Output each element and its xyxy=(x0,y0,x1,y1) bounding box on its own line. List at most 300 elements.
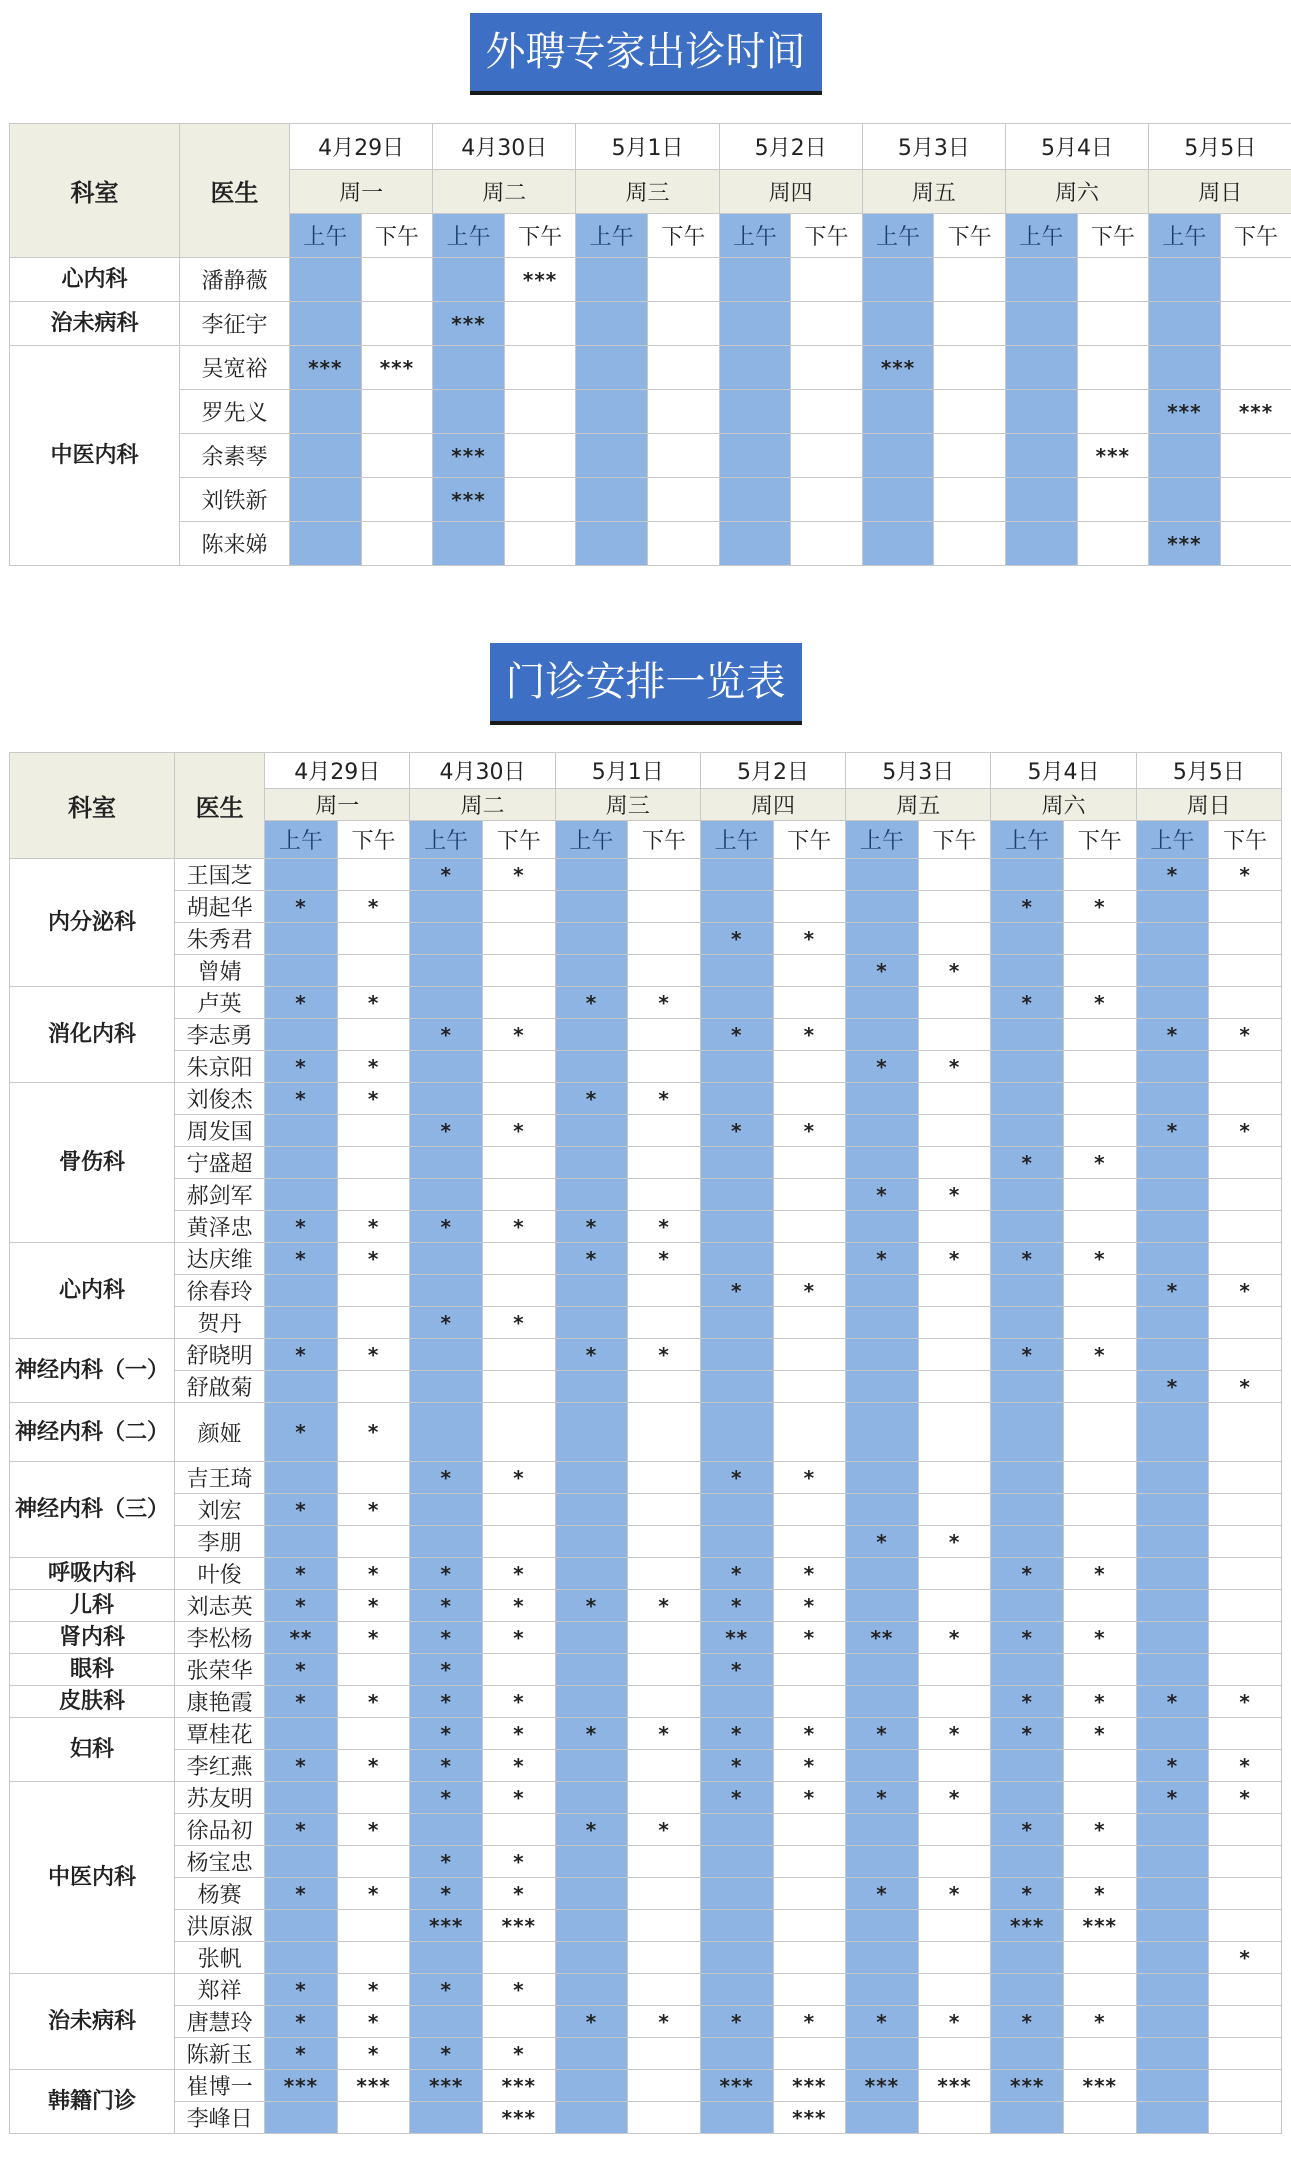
schedule-mark: * xyxy=(628,1339,701,1371)
schedule-mark xyxy=(1064,923,1137,955)
schedule-mark xyxy=(265,1019,338,1051)
date-header: 5月2日 xyxy=(700,753,845,789)
schedule-mark xyxy=(1136,1654,1209,1686)
schedule-mark xyxy=(1064,1494,1137,1526)
schedule-mark xyxy=(773,1814,846,1846)
schedule-mark xyxy=(337,1371,410,1403)
schedule-mark xyxy=(846,1115,919,1147)
schedule-mark xyxy=(628,1275,701,1307)
schedule-mark xyxy=(1149,434,1221,478)
table-row xyxy=(10,1974,1282,2006)
schedule-mark xyxy=(846,987,919,1019)
schedule-mark xyxy=(1209,1243,1282,1275)
schedule-mark xyxy=(628,1654,701,1686)
schedule-mark: * xyxy=(773,1275,846,1307)
table-row xyxy=(10,1307,1282,1339)
schedule-mark xyxy=(628,1115,701,1147)
date-header: 4月30日 xyxy=(433,124,576,170)
schedule-mark xyxy=(1209,1307,1282,1339)
table-row xyxy=(10,2006,1282,2038)
schedule-mark xyxy=(1220,302,1291,346)
schedule-mark xyxy=(1149,346,1221,390)
schedule-mark: * xyxy=(337,2038,410,2070)
schedule-mark xyxy=(410,1083,483,1115)
schedule-mark: * xyxy=(991,1718,1064,1750)
doctor-name: 胡起华 xyxy=(175,891,265,923)
schedule-mark: * xyxy=(483,1846,556,1878)
schedule-mark: * xyxy=(846,1179,919,1211)
schedule-mark xyxy=(555,1494,628,1526)
schedule-mark xyxy=(1136,1083,1209,1115)
schedule-mark xyxy=(1136,1558,1209,1590)
schedule-mark xyxy=(628,1403,701,1462)
schedule-mark xyxy=(846,923,919,955)
schedule-mark xyxy=(700,1910,773,1942)
table-row xyxy=(10,2102,1282,2134)
schedule-mark: * xyxy=(337,891,410,923)
schedule-mark: * xyxy=(555,1243,628,1275)
schedule-mark xyxy=(483,1526,556,1558)
schedule-mark xyxy=(1209,1339,1282,1371)
schedule-mark xyxy=(918,1115,991,1147)
weekday-header: 周二 xyxy=(433,170,576,214)
doctor-name: 叶俊 xyxy=(175,1558,265,1590)
department-cell: 治未病科 xyxy=(10,302,180,346)
schedule-mark xyxy=(1064,859,1137,891)
schedule-mark xyxy=(265,1275,338,1307)
doctor-name: 刘俊杰 xyxy=(175,1083,265,1115)
schedule-mark xyxy=(918,923,991,955)
schedule-mark: * xyxy=(483,1974,556,2006)
schedule-mark: * xyxy=(628,987,701,1019)
doctor-name: 卢英 xyxy=(175,987,265,1019)
schedule-mark xyxy=(700,987,773,1019)
date-header: 5月1日 xyxy=(576,124,719,170)
schedule-mark: * xyxy=(918,2006,991,2038)
schedule-mark: * xyxy=(337,1243,410,1275)
schedule-mark: * xyxy=(846,1782,919,1814)
table-row xyxy=(10,1083,1282,1115)
table-row xyxy=(10,955,1282,987)
schedule-mark: * xyxy=(410,1974,483,2006)
schedule-mark xyxy=(846,1910,919,1942)
doctor-name: 陈来娣 xyxy=(180,522,290,566)
date-header: 4月29日 xyxy=(290,124,433,170)
schedule-mark xyxy=(1064,1942,1137,1974)
schedule-mark xyxy=(719,346,791,390)
schedule-mark xyxy=(1136,923,1209,955)
pm-header: 下午 xyxy=(504,214,576,258)
schedule-mark: *** xyxy=(504,258,576,302)
schedule-mark: *** xyxy=(991,1910,1064,1942)
schedule-mark xyxy=(918,1942,991,1974)
schedule-mark xyxy=(483,955,556,987)
schedule-mark xyxy=(576,434,648,478)
schedule-mark: * xyxy=(265,987,338,1019)
table-row xyxy=(10,1718,1282,1750)
schedule-mark xyxy=(483,1147,556,1179)
schedule-mark xyxy=(483,987,556,1019)
schedule-mark xyxy=(700,1211,773,1243)
schedule-mark xyxy=(337,1654,410,1686)
schedule-mark: * xyxy=(410,859,483,891)
schedule-mark xyxy=(700,955,773,987)
schedule-mark xyxy=(1209,1526,1282,1558)
schedule-mark xyxy=(991,1083,1064,1115)
schedule-mark: * xyxy=(410,1558,483,1590)
table-row xyxy=(10,1686,1282,1718)
schedule-mark xyxy=(337,1462,410,1494)
table-row xyxy=(10,1590,1282,1622)
schedule-mark xyxy=(1220,258,1291,302)
schedule-mark xyxy=(483,1403,556,1462)
schedule-mark xyxy=(846,1654,919,1686)
schedule-mark xyxy=(846,1974,919,2006)
doctor-name: 贺丹 xyxy=(175,1307,265,1339)
schedule-mark xyxy=(410,1147,483,1179)
schedule-mark: * xyxy=(1136,1371,1209,1403)
schedule-mark xyxy=(1136,1462,1209,1494)
schedule-mark xyxy=(1077,346,1149,390)
schedule-mark xyxy=(628,891,701,923)
schedule-mark: * xyxy=(265,1051,338,1083)
schedule-mark xyxy=(1136,1307,1209,1339)
department-cell: 肾内科 xyxy=(10,1622,175,1654)
schedule-mark xyxy=(700,1179,773,1211)
schedule-mark: * xyxy=(1064,1814,1137,1846)
schedule-mark xyxy=(361,302,433,346)
schedule-mark xyxy=(1209,923,1282,955)
doctor-name: 吴宽裕 xyxy=(180,346,290,390)
schedule-mark: * xyxy=(700,1115,773,1147)
schedule-mark xyxy=(991,1211,1064,1243)
department-cell: 儿科 xyxy=(10,1590,175,1622)
dept-header: 科室 xyxy=(10,753,175,859)
schedule-mark: * xyxy=(337,1339,410,1371)
schedule-mark xyxy=(719,522,791,566)
schedule-mark xyxy=(1136,1718,1209,1750)
schedule-mark: * xyxy=(337,1974,410,2006)
table-row xyxy=(10,1462,1282,1494)
schedule-mark: * xyxy=(700,1782,773,1814)
schedule-mark: *** xyxy=(991,2070,1064,2102)
schedule-mark xyxy=(337,859,410,891)
schedule-mark xyxy=(773,1083,846,1115)
schedule-mark xyxy=(555,1878,628,1910)
schedule-mark xyxy=(846,1371,919,1403)
schedule-mark: * xyxy=(483,1622,556,1654)
doctor-name: 吉王琦 xyxy=(175,1462,265,1494)
schedule-mark: * xyxy=(1209,1019,1282,1051)
schedule-mark: * xyxy=(337,1558,410,1590)
schedule-mark xyxy=(410,1275,483,1307)
doctor-name: 朱秀君 xyxy=(175,923,265,955)
schedule-mark xyxy=(647,478,719,522)
schedule-mark xyxy=(628,2102,701,2134)
schedule-mark xyxy=(1209,2006,1282,2038)
schedule-mark xyxy=(483,1051,556,1083)
schedule-mark xyxy=(410,1243,483,1275)
table-row xyxy=(10,1211,1282,1243)
department-cell: 中医内科 xyxy=(10,1782,175,1974)
clinic-schedule-table xyxy=(9,752,1282,2134)
schedule-mark: * xyxy=(628,1718,701,1750)
schedule-mark: * xyxy=(628,1243,701,1275)
schedule-mark xyxy=(1077,522,1149,566)
schedule-mark xyxy=(1136,891,1209,923)
schedule-mark: * xyxy=(337,2006,410,2038)
schedule-mark: * xyxy=(555,2006,628,2038)
weekday-header: 周四 xyxy=(700,789,845,821)
schedule-mark xyxy=(918,1750,991,1782)
schedule-mark xyxy=(555,2070,628,2102)
schedule-mark xyxy=(265,1371,338,1403)
date-header: 5月3日 xyxy=(846,753,991,789)
schedule-mark xyxy=(1209,2070,1282,2102)
schedule-mark: * xyxy=(991,2006,1064,2038)
doctor-name: 李红燕 xyxy=(175,1750,265,1782)
schedule-mark: * xyxy=(410,2038,483,2070)
schedule-mark xyxy=(846,1147,919,1179)
schedule-mark xyxy=(1136,1051,1209,1083)
schedule-mark: *** xyxy=(773,2102,846,2134)
schedule-mark xyxy=(1136,1211,1209,1243)
schedule-mark xyxy=(628,1942,701,1974)
schedule-mark xyxy=(1136,1494,1209,1526)
schedule-mark xyxy=(719,478,791,522)
schedule-mark: * xyxy=(555,1339,628,1371)
schedule-mark: * xyxy=(483,2038,556,2070)
schedule-mark xyxy=(265,1179,338,1211)
schedule-mark: * xyxy=(1209,1782,1282,1814)
schedule-mark xyxy=(1005,302,1077,346)
schedule-mark xyxy=(410,987,483,1019)
schedule-mark xyxy=(337,1275,410,1307)
schedule-mark xyxy=(576,390,648,434)
schedule-mark: * xyxy=(265,1083,338,1115)
schedule-mark: * xyxy=(1209,1115,1282,1147)
schedule-mark xyxy=(337,1910,410,1942)
schedule-mark xyxy=(991,1590,1064,1622)
table-row xyxy=(10,1051,1282,1083)
schedule-mark: * xyxy=(991,1814,1064,1846)
schedule-mark xyxy=(361,478,433,522)
doctor-name: 张荣华 xyxy=(175,1654,265,1686)
schedule-mark xyxy=(1220,434,1291,478)
schedule-mark: * xyxy=(773,1718,846,1750)
table-row xyxy=(10,258,1291,302)
schedule-mark: * xyxy=(265,1494,338,1526)
schedule-mark: * xyxy=(991,1622,1064,1654)
schedule-mark xyxy=(791,302,863,346)
pm-header: 下午 xyxy=(361,214,433,258)
schedule-mark xyxy=(846,1019,919,1051)
schedule-mark: *** xyxy=(1064,2070,1137,2102)
schedule-mark xyxy=(265,923,338,955)
schedule-mark xyxy=(361,434,433,478)
schedule-mark xyxy=(1209,1051,1282,1083)
date-header: 5月2日 xyxy=(719,124,862,170)
department-cell: 神经内科（一） xyxy=(10,1339,175,1403)
schedule-mark xyxy=(361,522,433,566)
schedule-mark xyxy=(1209,1974,1282,2006)
schedule-mark xyxy=(918,2038,991,2070)
schedule-mark xyxy=(700,2038,773,2070)
schedule-mark xyxy=(773,1494,846,1526)
schedule-mark: * xyxy=(483,1115,556,1147)
schedule-mark xyxy=(1136,1846,1209,1878)
schedule-mark: * xyxy=(700,1590,773,1622)
doctor-name: 曾婧 xyxy=(175,955,265,987)
pm-header: 下午 xyxy=(773,821,846,859)
schedule-mark xyxy=(773,891,846,923)
schedule-mark xyxy=(1136,1179,1209,1211)
table-row xyxy=(10,1846,1282,1878)
schedule-mark xyxy=(773,1371,846,1403)
schedule-mark xyxy=(647,302,719,346)
schedule-mark: * xyxy=(918,955,991,987)
schedule-mark: * xyxy=(773,1750,846,1782)
schedule-mark xyxy=(628,1462,701,1494)
doctor-name: 洪原淑 xyxy=(175,1910,265,1942)
schedule-mark xyxy=(555,1910,628,1942)
schedule-mark xyxy=(576,478,648,522)
schedule-mark xyxy=(1209,1403,1282,1462)
schedule-mark xyxy=(1209,1910,1282,1942)
schedule-mark xyxy=(628,2038,701,2070)
schedule-mark xyxy=(1064,1526,1137,1558)
schedule-mark xyxy=(1064,1974,1137,2006)
pm-header: 下午 xyxy=(791,214,863,258)
schedule-mark: * xyxy=(1209,1275,1282,1307)
schedule-mark xyxy=(483,1083,556,1115)
department-cell: 中医内科 xyxy=(10,346,180,566)
schedule-mark xyxy=(991,1846,1064,1878)
schedule-mark xyxy=(555,1750,628,1782)
schedule-mark xyxy=(1064,955,1137,987)
department-cell: 韩籍门诊 xyxy=(10,2070,175,2134)
schedule-mark xyxy=(1064,1051,1137,1083)
doctor-name: 张帆 xyxy=(175,1942,265,1974)
schedule-mark: * xyxy=(918,1179,991,1211)
doctor-name: 朱京阳 xyxy=(175,1051,265,1083)
schedule-mark xyxy=(1136,2102,1209,2134)
schedule-mark xyxy=(628,1019,701,1051)
schedule-mark xyxy=(918,1275,991,1307)
schedule-mark xyxy=(290,522,362,566)
schedule-mark: * xyxy=(410,1654,483,1686)
schedule-mark xyxy=(934,522,1006,566)
schedule-mark xyxy=(918,1147,991,1179)
schedule-mark xyxy=(918,1494,991,1526)
schedule-mark: * xyxy=(337,1622,410,1654)
schedule-mark: * xyxy=(483,1750,556,1782)
schedule-mark: * xyxy=(991,1339,1064,1371)
schedule-mark: * xyxy=(483,1878,556,1910)
weekday-header: 周五 xyxy=(862,170,1005,214)
schedule-mark xyxy=(1136,1590,1209,1622)
schedule-mark xyxy=(773,1147,846,1179)
schedule-mark xyxy=(1136,1910,1209,1942)
table-row xyxy=(10,1147,1282,1179)
schedule-mark xyxy=(1064,1371,1137,1403)
schedule-mark: * xyxy=(773,1782,846,1814)
schedule-mark xyxy=(846,1686,919,1718)
schedule-mark xyxy=(846,1558,919,1590)
department-cell: 神经内科（三） xyxy=(10,1462,175,1558)
schedule-mark xyxy=(1064,1179,1137,1211)
schedule-mark: ** xyxy=(700,1622,773,1654)
schedule-mark xyxy=(628,1558,701,1590)
table-row xyxy=(10,302,1291,346)
expert-schedule-table xyxy=(9,123,1291,566)
schedule-mark xyxy=(991,1307,1064,1339)
schedule-mark xyxy=(361,390,433,434)
pm-header: 下午 xyxy=(1077,214,1149,258)
schedule-mark: * xyxy=(846,955,919,987)
schedule-mark xyxy=(700,1403,773,1462)
schedule-mark xyxy=(846,1750,919,1782)
pm-header: 下午 xyxy=(934,214,1006,258)
schedule-mark xyxy=(700,1243,773,1275)
schedule-mark xyxy=(846,2038,919,2070)
schedule-mark xyxy=(628,1686,701,1718)
doctor-name: 李征宇 xyxy=(180,302,290,346)
weekday-header: 周二 xyxy=(410,789,555,821)
schedule-mark xyxy=(918,1686,991,1718)
schedule-mark xyxy=(433,390,505,434)
schedule-mark xyxy=(846,1275,919,1307)
schedule-mark xyxy=(647,390,719,434)
schedule-mark xyxy=(700,1083,773,1115)
schedule-mark xyxy=(991,1462,1064,1494)
schedule-mark xyxy=(628,859,701,891)
doctor-name: 杨赛 xyxy=(175,1878,265,1910)
schedule-mark xyxy=(791,390,863,434)
schedule-mark: * xyxy=(410,1750,483,1782)
schedule-mark: * xyxy=(1064,1558,1137,1590)
schedule-mark xyxy=(628,1782,701,1814)
schedule-mark xyxy=(934,346,1006,390)
schedule-mark: * xyxy=(1136,859,1209,891)
schedule-mark xyxy=(1136,1942,1209,1974)
table-row xyxy=(10,1179,1282,1211)
schedule-mark xyxy=(1064,1782,1137,1814)
schedule-mark: * xyxy=(1064,1339,1137,1371)
schedule-mark xyxy=(1136,1526,1209,1558)
schedule-mark xyxy=(1077,258,1149,302)
schedule-mark: * xyxy=(483,1686,556,1718)
schedule-mark xyxy=(265,1718,338,1750)
pm-header: 下午 xyxy=(1064,821,1137,859)
schedule-mark xyxy=(773,1211,846,1243)
table-row xyxy=(10,1371,1282,1403)
pm-header: 下午 xyxy=(337,821,410,859)
schedule-mark: *** xyxy=(846,2070,919,2102)
pm-header: 下午 xyxy=(918,821,991,859)
schedule-mark xyxy=(628,1494,701,1526)
schedule-mark xyxy=(862,390,934,434)
schedule-mark: * xyxy=(483,1718,556,1750)
doctor-name: 覃桂花 xyxy=(175,1718,265,1750)
am-header: 上午 xyxy=(576,214,648,258)
doctor-name: 舒啟菊 xyxy=(175,1371,265,1403)
doctor-name: 李松杨 xyxy=(175,1622,265,1654)
schedule-mark: * xyxy=(1064,2006,1137,2038)
table-row xyxy=(10,1494,1282,1526)
schedule-mark xyxy=(1136,2038,1209,2070)
schedule-mark xyxy=(719,302,791,346)
